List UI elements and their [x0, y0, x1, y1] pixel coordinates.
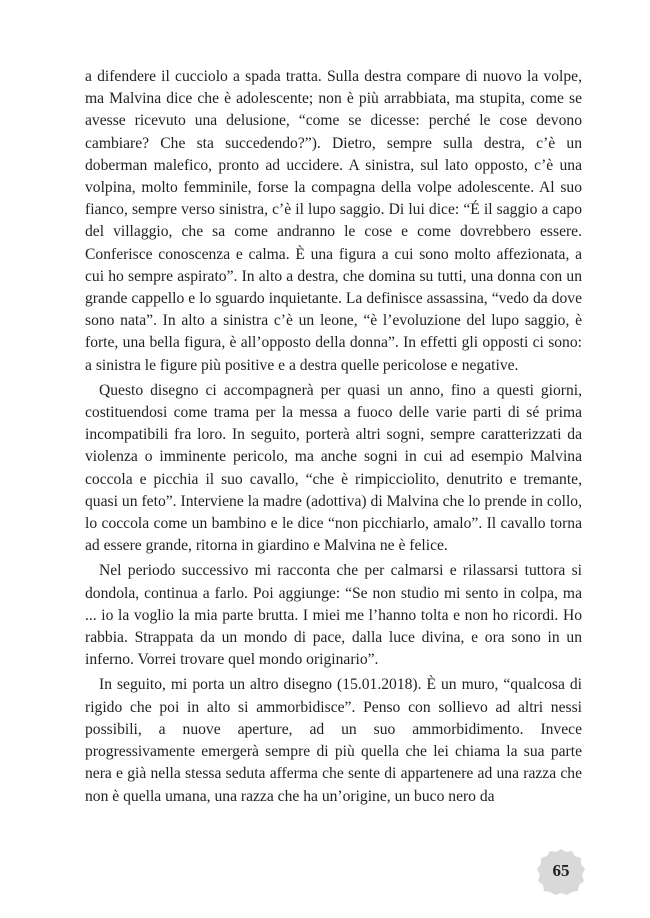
paragraph-3: Nel periodo successivo mi racconta che per calmarsi e rilassarsi tuttora si dondola, continua a farlo. Poi aggiunge: “Se non studio mi sento in colpa, ma ... io la voglio la mia parte brutta. I miei me l’hanno tolta e non ho ricordi. Ho rabbia. Strappata da un mondo di pace, dalla luce divina, e ora sono in un inferno. Vorrei trovare quel mondo originario”. — [85, 562, 582, 669]
paragraph-4: In seguito, mi porta un altro disegno (15.01.2018). È un muro, “qualcosa di rigido che poi in alto si ammorbidisce”. Penso con sollievo ad altri nessi possibili, a nuove aperture, ad un suo ammorbidimento. Invece progressivamente emergerà sempre di più quella che lei chiama la sua parte nera e già nella stessa seduta afferma che sente di appartenere ad una razza che non è quella umana, una razza che ha un’origine, un buco nero da — [85, 676, 582, 805]
page-number-badge — [536, 847, 586, 895]
paragraph-2: Questo disegno ci accompagnerà per quasi un anno, fino a questi giorni, costituendosi come trama per la messa a fuoco delle varie parti di sé prima incompatibili fra loro. In seguito, porterà altri sogni, sempre caratterizzati da violenza o imminente pericolo, ma anche sogni in cui ad esempio Malvina coccola e picchia il suo cavallo, “che è rimpicciolito, denutrito e tremante, quasi un feto”. Interviene la madre (adottiva) di Malvina che lo prende in collo, lo coccola come un bambino e le dice “non picchiarlo, amalo”. Il cavallo torna ad essere grande, ritorna in giardino e Malvina ne è felice. — [85, 381, 582, 555]
body-text — [85, 66, 582, 811]
paragraph-1: a difendere il cucciolo a spada tratta. Sulla destra compare di nuovo la volpe, ma Malvina dice che è adolescente; non è più arrabbiata, ma stupita, come se avesse ricevuto una delusione, “come se dicesse: perché le cose devono cambiare? Che sta succedendo?”). Dietro, sempre sulla destra, c’è un doberman malefico, pronto ad uccidere. A sinistra, sul lato opposto, c’è una volpina, molto femminile, forse la compagna della volpe adolescente. Al suo fianco, sempre verso sinistra, c’è il lupo saggio. Di lui dice: “É il saggio a capo del villaggio, che sa come andranno le cose e come dovrebbero essere. Conferisce conoscenza e calma. È una figura a cui sono molto affezionata, a cui ho sempre aspirato”. In alto a destra, che domina su tutti, una donna con un grande cappello e lo sguardo inquietante. La definisce assassina, “vedo da dove sono nata”. In alto a sinistra c’è un leone, “è l’evoluzione del lupo saggio, è forte, una bella figura, è all’opposto della donna”. In effetti gli opposti ci sono: a sinistra le figure più positive e a destra quelle pericolose e negative. — [85, 68, 582, 374]
page-number: 65 — [552, 861, 570, 880]
